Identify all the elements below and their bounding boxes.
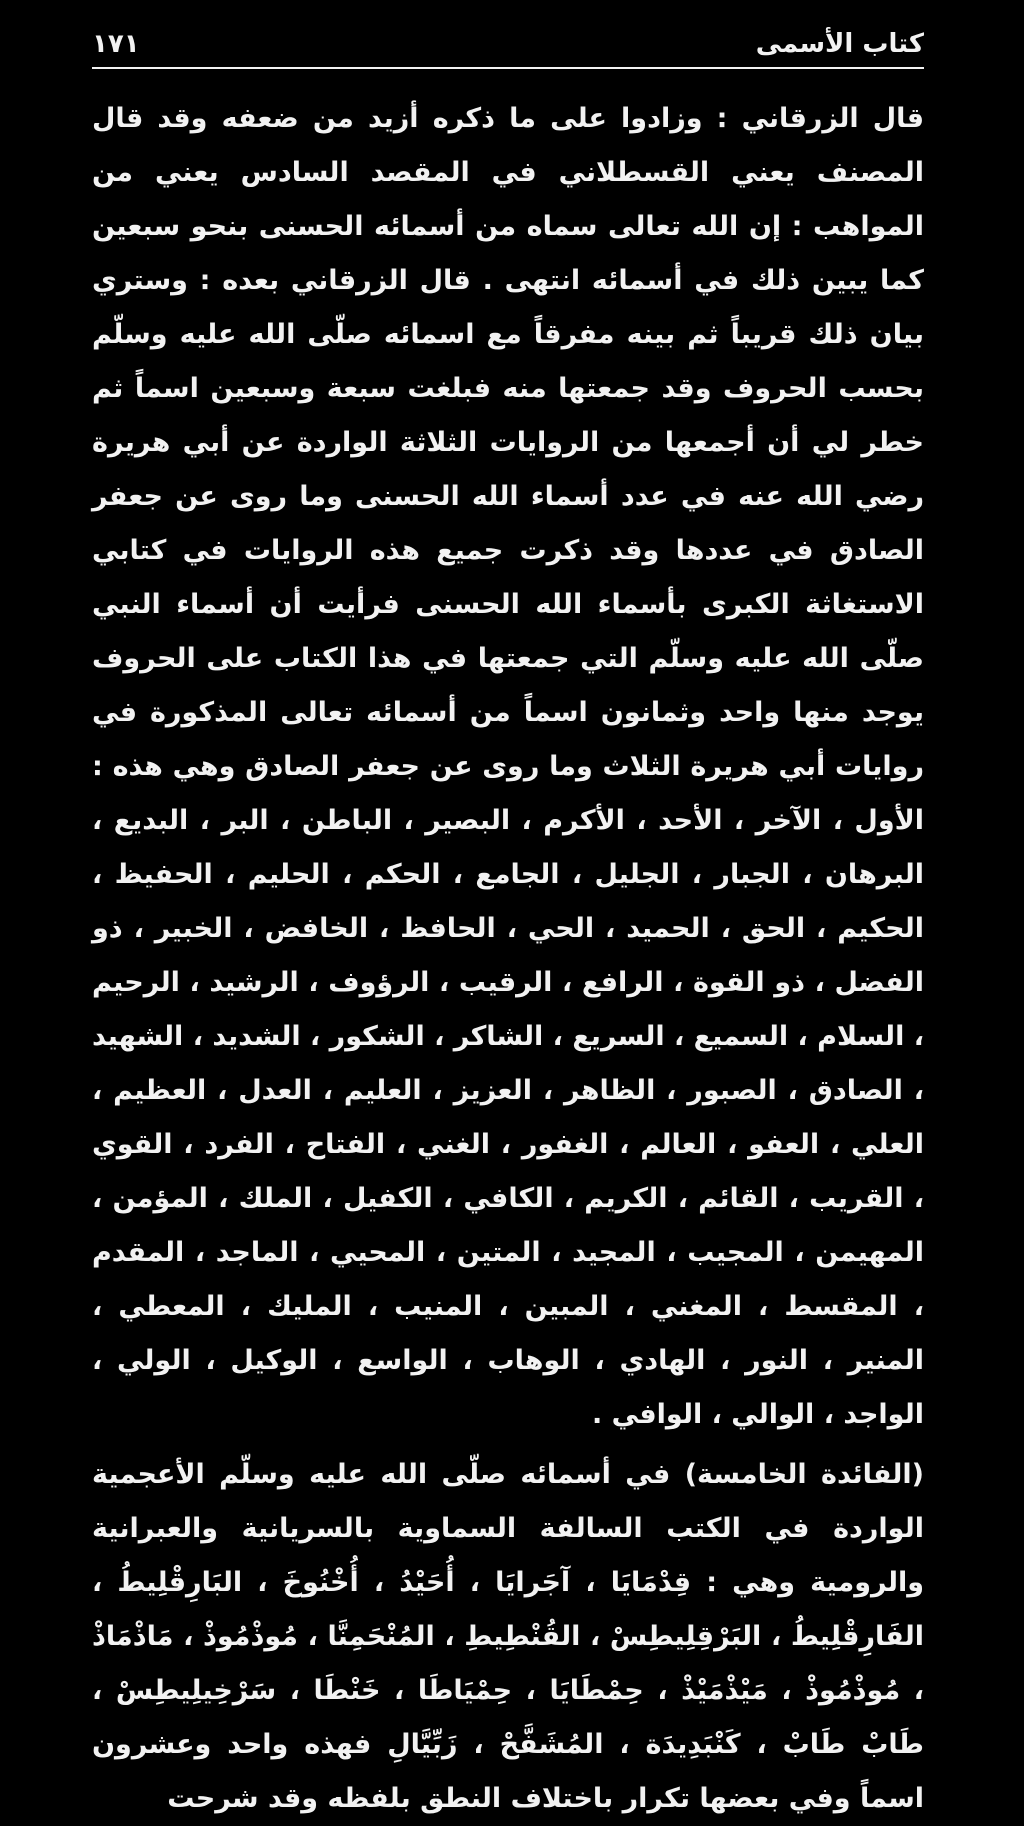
header-divider [92,67,924,69]
section-text: في أسمائه صلّى الله عليه وسلّم الأعجمية الواردة في الكتب السالفة السماوية بالسريانية والعبرانية والرومية وهي : قِدْمَايَا ، آجَرايَا ، أُحَيْدُ ، أُخْنُوخَ ، البَارِقْلِيطُ ، الفَارِقْلِيطُ ، البَرْقِلِيطِسْ ، القُنْطِيطِ ، المُنْحَمِنَّا ، مُوذْمُوذْ ، مَاذْمَاذْ ، مُوذْمُوذْ ، مَيْذْمَيْذْ ، حِمْطَايَا ، حِمْيَاطَا ، خَنْطَا ، سَرْخِيلِيطِسْ ، طَابْ طَابْ ، كَنْبَدِيدَة ، المُشَفَّحْ ، زَبِّيَّالِ فهذه واحد وعشرون اسماً وفي بعضها تكرار باختلاف النطق بلفظه وقد شرحت [92,1459,924,1814]
page-header [92,26,924,62]
page-body [92,92,924,1826]
section-paragraph [92,1448,924,1826]
running-title: كتاب الأسمى [755,29,924,59]
page-number: ١٧١ [92,29,140,59]
section-heading: (الفائدة الخامسة) [684,1459,924,1490]
body-paragraph: قال الزرقاني : وزادوا على ما ذكره أزيد من ضعفه وقد قال المصنف يعني القسطلاني في المقصد السادس يعني من المواهب : إن الله تعالى سماه من أسمائه الحسنى بنحو سبعين كما يبين ذلك في أسمائه انتهى . قال الزرقاني بعده : وستري بيان ذلك قريباً ثم بينه مفرقاً مع اسمائه صلّى الله عليه وسلّم بحسب الحروف وقد جمعتها منه فبلغت سبعة وسبعين اسماً ثم خطر لي أن أجمعها من الروايات الثلاثة الواردة عن أبي هريرة رضي الله عنه في عدد أسماء الله الحسنى وما روى عن جعفر الصادق في عددها وقد ذكرت جميع هذه الروايات في كتابي الاستغاثة الكبرى بأسماء الله الحسنى فرأيت أن أسماء النبي صلّى الله عليه وسلّم التي جمعتها في هذا الكتاب على الحروف يوجد منها واحد وثمانون اسماً من أسمائه تعالى المذكورة في روايات أبي هريرة الثلاث وما روى عن جعفر الصادق وهي هذه : الأول ، الآخر ، الأحد ، الأكرم ، البصير ، الباطن ، البر ، البديع ، البرهان ، الجبار ، الجليل ، الجامع ، الحكم ، الحليم ، الحفيظ ، الحكيم ، الحق ، الحميد ، الحي ، الحافظ ، الخافض ، الخبير ، ذو الفضل ، ذو القوة ، الرافع ، الرقيب ، الرؤوف ، الرشيد ، الرحيم ، السلام ، السميع ، السريع ، الشاكر ، الشكور ، الشديد ، الشهيد ، الصادق ، الصبور ، الظاهر ، العزيز ، العليم ، العدل ، العظيم ، العلي ، العفو ، العالم ، الغفور ، الغني ، الفتاح ، الفرد ، القوي ، القريب ، القائم ، الكريم ، الكافي ، الكفيل ، الملك ، المؤمن ، المهيمن ، المجيب ، المجيد ، المتين ، المحيي ، الماجد ، المقدم ، المقسط ، المغني ، المبين ، المنيب ، المليك ، المعطي ، المنير ، النور ، الهادي ، الوهاب ، الواسع ، الوكيل ، الولي ، الواجد ، الوالي ، الوافي . [92,103,924,1430]
